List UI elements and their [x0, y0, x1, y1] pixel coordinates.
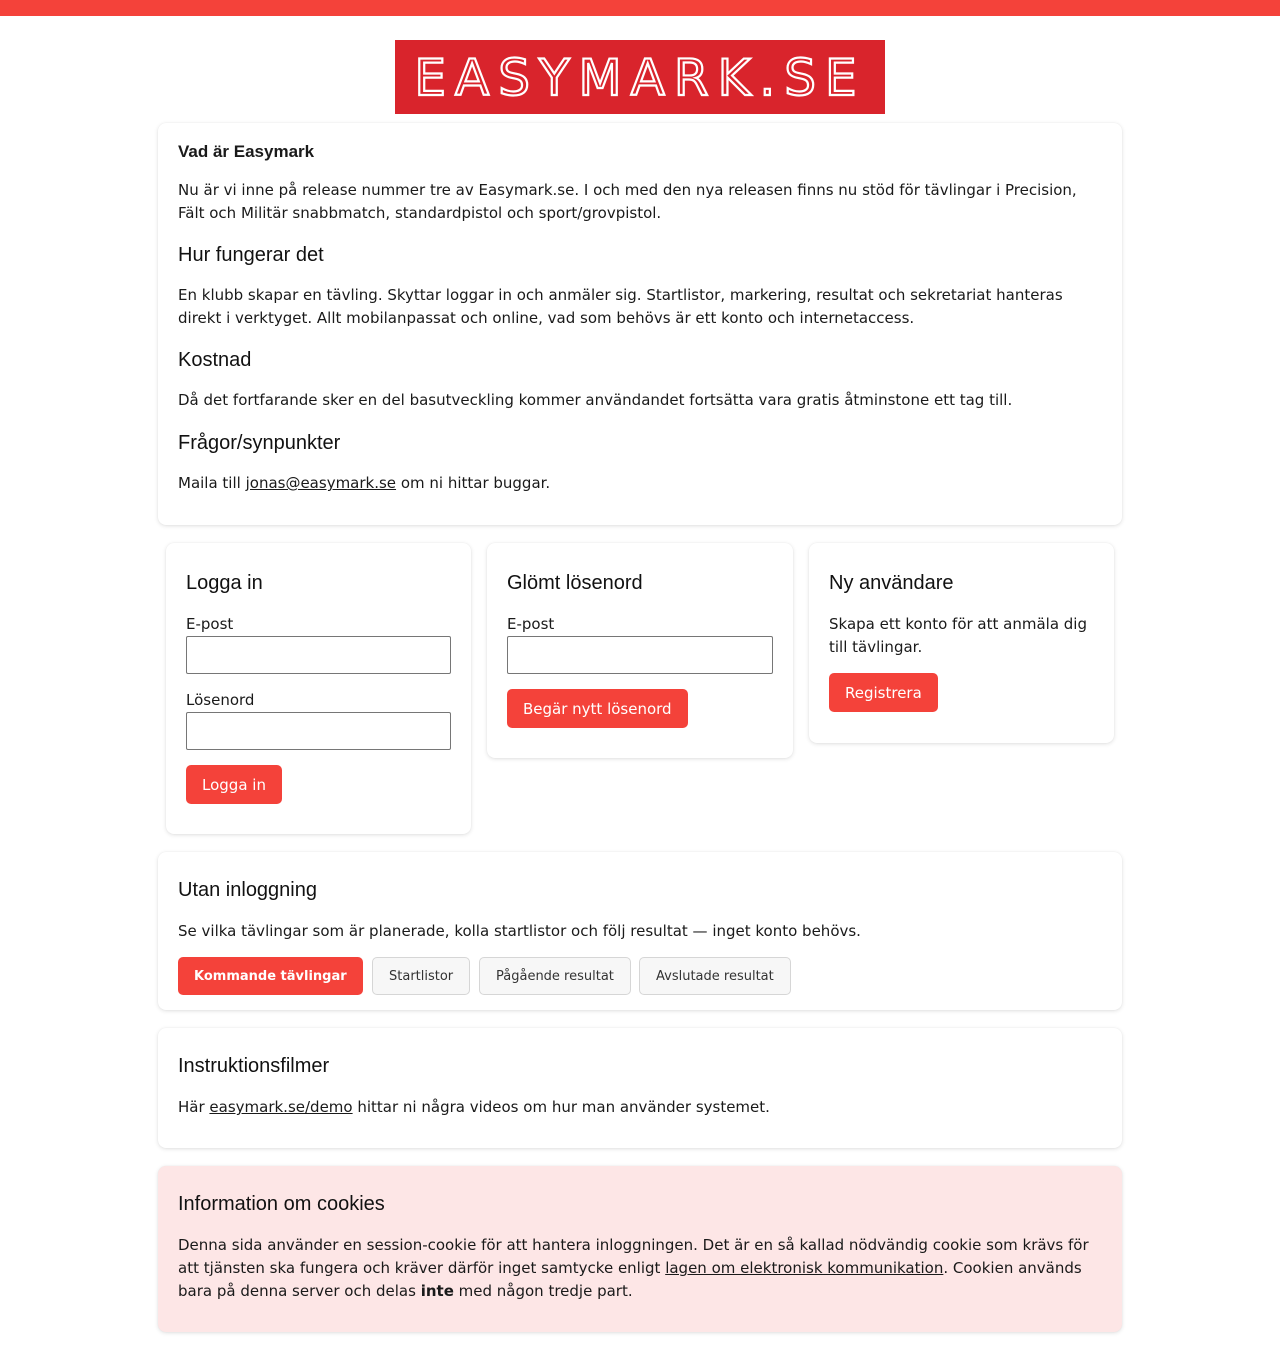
- about-card: [158, 123, 1122, 525]
- request-new-password-button[interactable]: Begär nytt lösenord: [507, 689, 688, 728]
- feedback-text: [178, 472, 1098, 495]
- cost-text: Då det fortfarande sker en del basutveckling kommer användandet fortsätta vara gratis åtminstone ett tag till.: [178, 391, 1013, 409]
- videos-title: Instruktionsfilmer: [178, 1055, 330, 1077]
- about-intro: Nu är vi inne på release nummer tre av Easymark.se. I och med den nya releasen finns nu stöd för tävlingar i Precision, Fält och Militär snabbmatch, standardpistol och sport/grovpistol.: [178, 181, 1077, 222]
- ongoing-results-button[interactable]: Pågående resultat: [479, 957, 631, 995]
- feedback-title: Frågor/synpunkter: [178, 432, 341, 454]
- new-user-card: [809, 543, 1114, 743]
- about-title: Vad är Easymark: [178, 142, 315, 161]
- guest-title: Utan inloggning: [178, 879, 317, 901]
- top-accent-bar: [0, 0, 1280, 16]
- login-email-label: E-post: [186, 615, 234, 633]
- upcoming-competitions-button[interactable]: Kommande tävlingar: [178, 957, 363, 995]
- cookies-bold-inte: inte: [420, 1282, 454, 1300]
- how-text: En klubb skapar en tävling. Skyttar loggar in och anmäler sig. Startlistor, markering, resultat och sekretariat hanteras direkt i verktyget. Allt mobilanpassat och online, vad som behövs är ett konto och internetaccess.: [178, 286, 1063, 327]
- svg-text:EASYMARK.SE: EASYMARK.SE: [414, 49, 866, 107]
- login-button[interactable]: Logga in: [186, 765, 282, 804]
- login-password-label: Lösenord: [186, 691, 255, 709]
- site-logo[interactable]: [395, 40, 885, 114]
- feedback-suffix: om ni hittar buggar.: [396, 474, 551, 492]
- videos-prefix: Här: [178, 1098, 210, 1116]
- demo-link[interactable]: easymark.se/demo: [209, 1098, 353, 1116]
- forgot-title: Glömt lösenord: [507, 572, 643, 594]
- login-password-input[interactable]: [186, 712, 451, 750]
- cookie-info-card: [158, 1166, 1122, 1332]
- login-title: Logga in: [186, 572, 263, 594]
- forgot-password-card: [487, 543, 793, 758]
- guest-access-card: [158, 852, 1122, 1010]
- cookies-text-part-3: med någon tredje part.: [453, 1282, 633, 1300]
- cookies-title: Information om cookies: [178, 1193, 385, 1215]
- login-card: [166, 543, 471, 834]
- videos-text: [178, 1096, 1098, 1119]
- login-email-input[interactable]: [186, 636, 451, 674]
- logo-wordmark: [405, 47, 875, 107]
- feedback-prefix: Maila till: [178, 474, 246, 492]
- guest-text: Se vilka tävlingar som är planerade, kolla startlistor och följ resultat — inget konto behövs.: [178, 922, 861, 940]
- instruction-videos-card: [158, 1028, 1122, 1148]
- forgot-email-input[interactable]: [507, 636, 773, 674]
- register-title: Ny användare: [829, 572, 954, 594]
- cost-title: Kostnad: [178, 349, 252, 371]
- register-text: Skapa ett konto för att anmäla dig till tävlingar.: [829, 615, 1087, 656]
- how-title: Hur fungerar det: [178, 244, 324, 266]
- feedback-email-link[interactable]: jonas@easymark.se: [245, 474, 397, 492]
- register-button[interactable]: Registrera: [829, 673, 938, 712]
- finished-results-button[interactable]: Avslutade resultat: [639, 957, 791, 995]
- videos-suffix: hittar ni några videos om hur man använder systemet.: [352, 1098, 770, 1116]
- forgot-email-label: E-post: [507, 615, 555, 633]
- cookies-text-part-1: Denna sida använder en session-cookie för att hantera inloggningen. Det är en så kallad nödvändig cookie som krävs för att tjänsten ska fungera och kräver därför inget samtycke enligt: [178, 1236, 1089, 1277]
- cookies-text-part-2: . Cookien används bara på denna server och delas: [178, 1259, 1082, 1300]
- cookies-text: [178, 1234, 1102, 1303]
- start-lists-button[interactable]: Startlistor: [372, 957, 470, 995]
- electronic-communication-law-link[interactable]: lagen om elektronisk kommunikation: [665, 1259, 944, 1277]
